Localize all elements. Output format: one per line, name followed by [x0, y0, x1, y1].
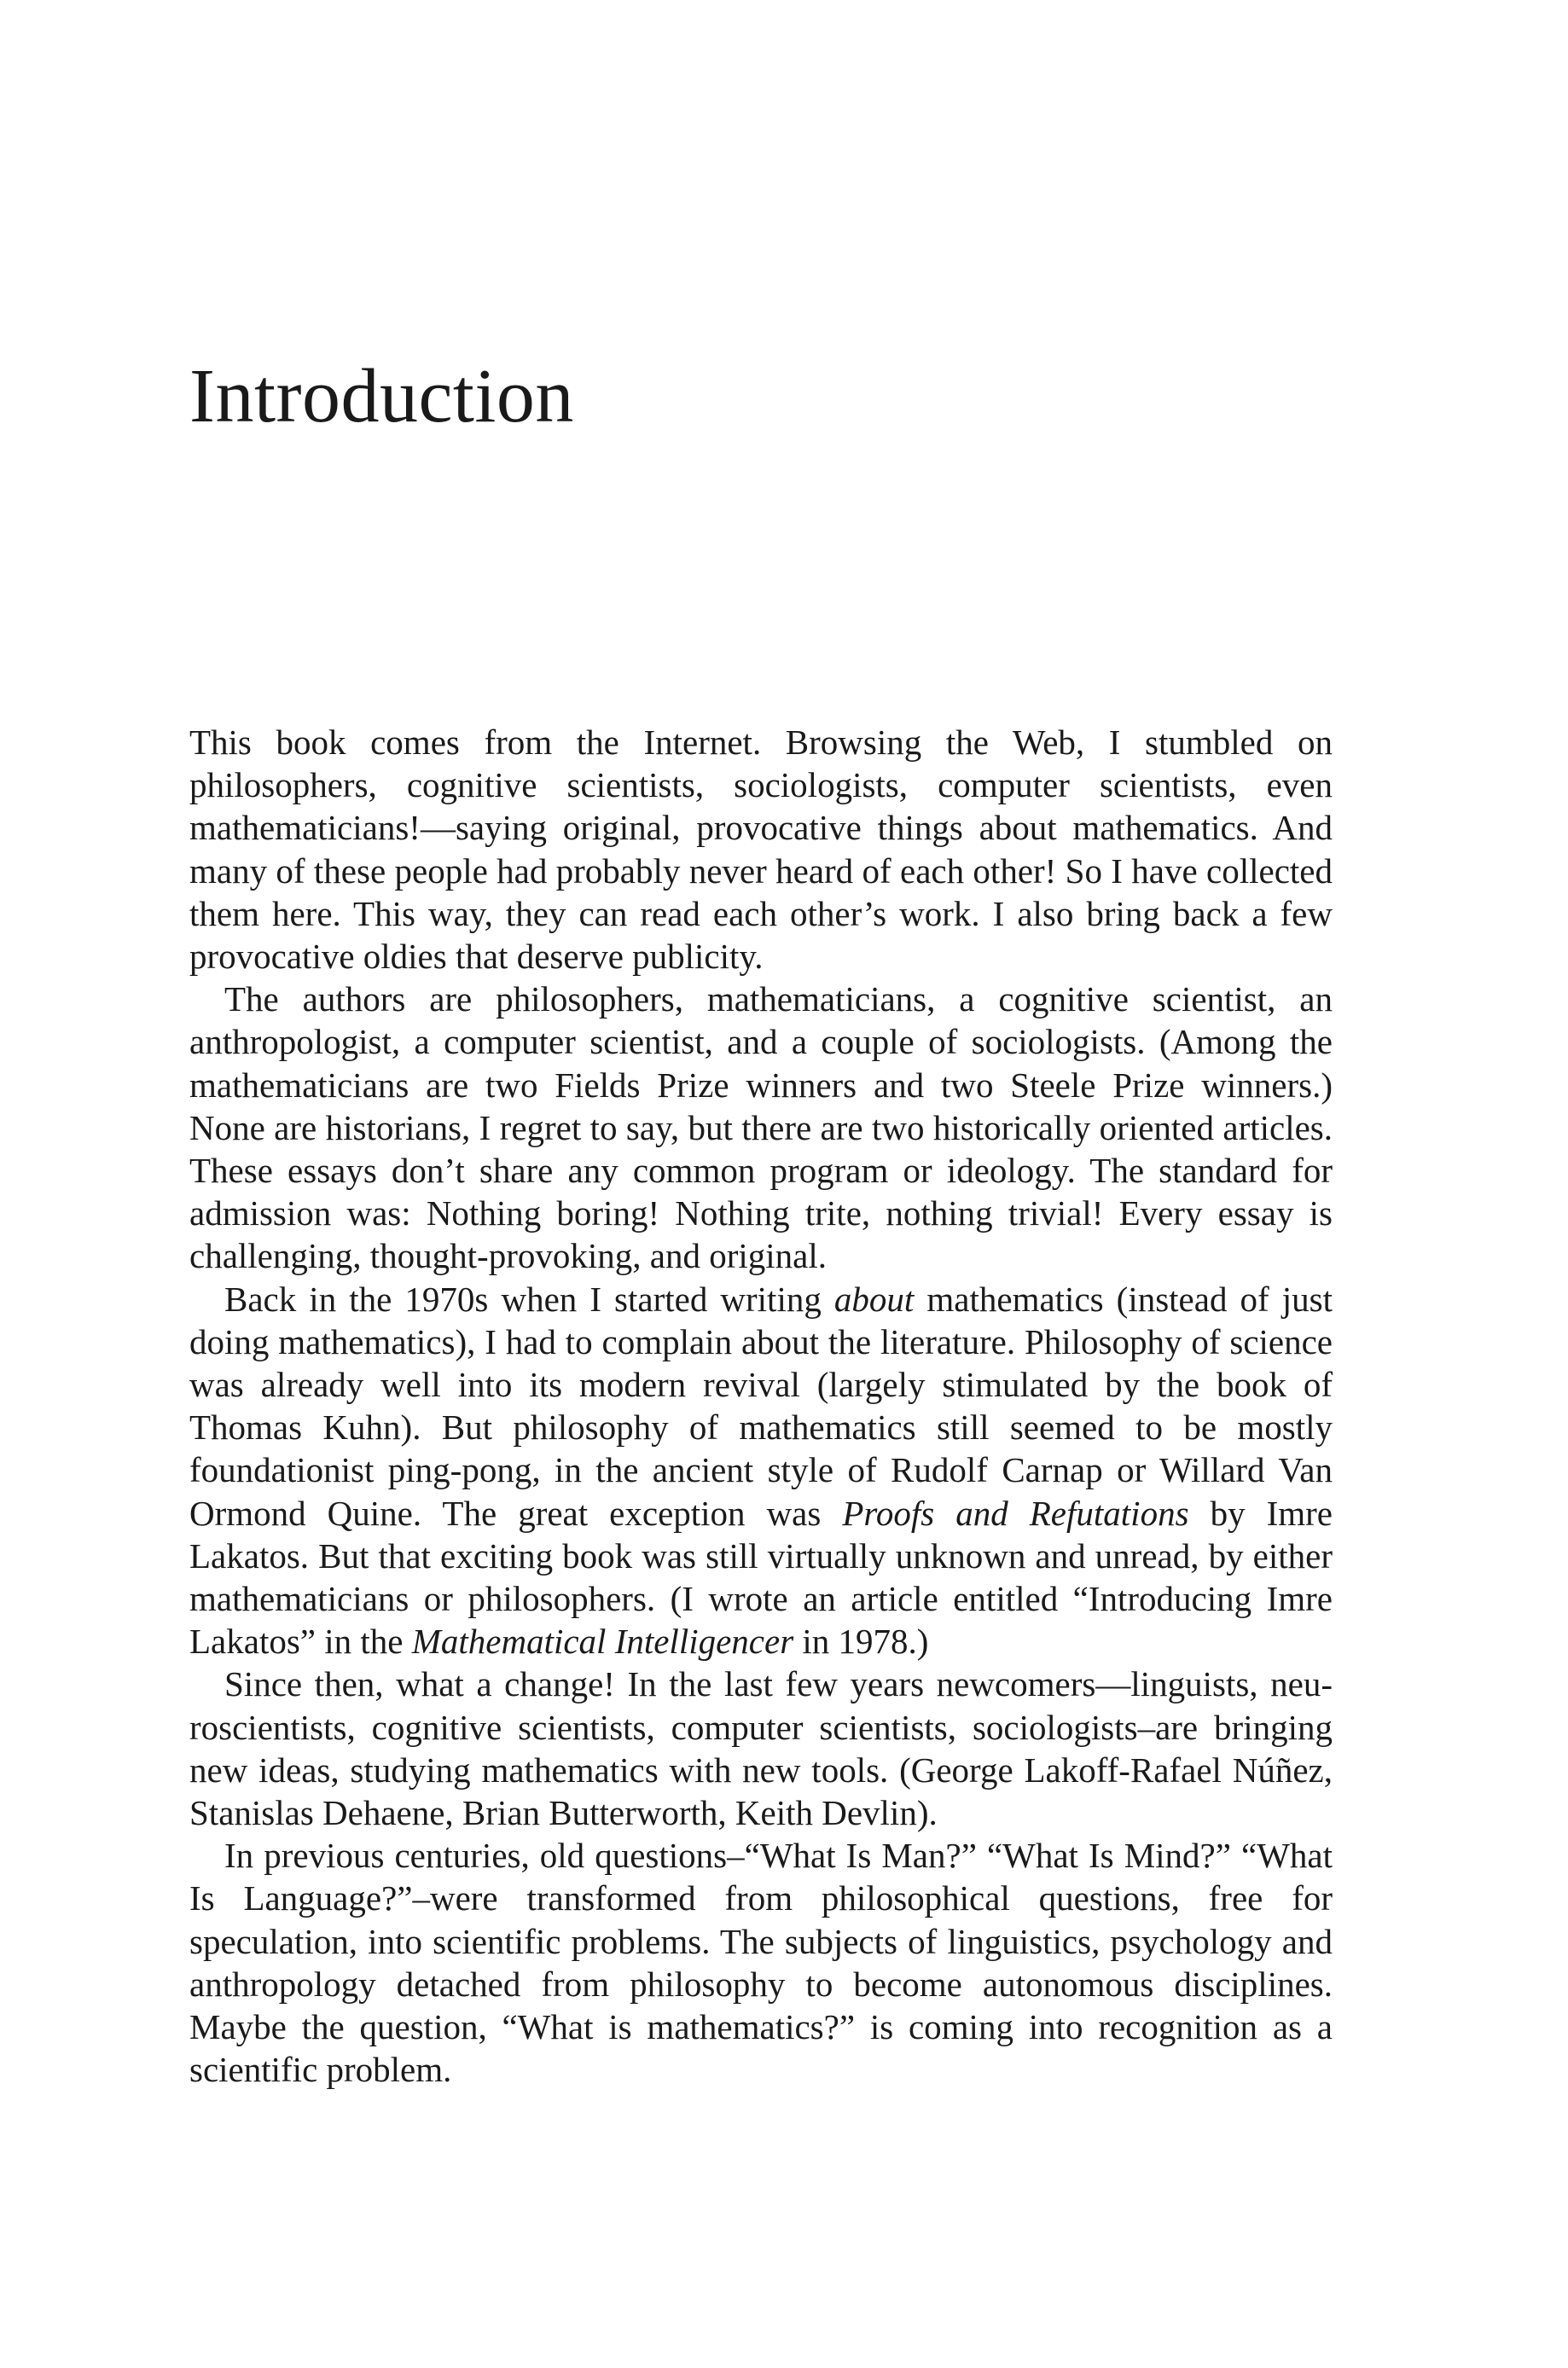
- text-segment: The authors are philosophers, mathematicians, a cognitive scientist, an anthropologist, a computer scientist, and a couple of sociologists. (Among the mathematicians are two Fields Prize winners and two Steele Prize winners.) None are historians, I regret to say, but there are two historically oriented articles. These essays don’t share any common program or ideology. The standard for admission was: Nothing boring! Nothing trite, nothing trivial! Every essay is challenging, thought-provoking, and original.: [189, 979, 1333, 1276]
- emphasis-about: about: [833, 1279, 915, 1319]
- journal-title-mathematical-intelligencer: Mathematical Intelligencer: [411, 1622, 794, 1662]
- text-segment: In previous centuries, old questions–“What Is Man?” “What Is Mind?” “What Is Language?”–were transformed from philosophical questions, free for speculation, into scientific problems. The subjects of linguistics, psychology and anthropology detached from philosophy to become autonomous disciplines. Maybe the question, “What is mathematics?” is coming into recognition as a scientific problem.: [189, 1836, 1333, 2090]
- text-segment: mathematics (instead of just doing mathematics), I had to complain about the literature. Philosophy of science was already well into its modern revival (largely stimulated by the book of Thomas Kuhn). But philosophy of mathematics still seemed to be mostly foundationist ping-pong, in the ancient style of Rudolf Carnap or Willard Van Ormond Quine. The great exception was: [189, 1279, 1333, 1533]
- text-segment: by Imre Lakatos. But that exciting book was still virtually unknown and unread, by either mathematicians or philosophers. (I wrote an article entitled “Introducing Imre Lakatos” in the: [189, 1493, 1333, 1662]
- text-segment: Back in the 1970s when I started writing: [224, 1279, 834, 1319]
- book-title-proofs-and-refutations: Proofs and Refutations: [842, 1493, 1189, 1533]
- paragraph-internet-origin: [189, 721, 1333, 978]
- paragraph-previous-centuries: [189, 1834, 1333, 2091]
- text-segment: This book comes from the Internet. Browsing the Web, I stumbled on philosophers, cognitive scientists, sociologists, computer scientists, even mathematicians!—saying original, provocative things about mathematics. And many of these people had probably never heard of each other! So I have collected them here. This way, they can read each other’s work. I also bring back a few provocative oldies that deserve publicity.: [189, 723, 1333, 977]
- paragraph-1970s-literature: [189, 1278, 1333, 1663]
- chapter-body: [189, 721, 1333, 2092]
- paragraph-newcomers: [189, 1663, 1333, 1834]
- paragraph-authors: [189, 978, 1333, 1277]
- chapter-title: Introduction: [189, 354, 574, 438]
- text-segment: in 1978.): [793, 1622, 929, 1662]
- text-segment: Since then, what a change! In the last few years newcomers—linguists, neuroscientists, cognitive scientists, computer scientists, sociologists–are bringing new ideas, studying mathematics with new tools. (George Lakoff-Rafael Núñez, Stanislas Dehaene, Brian Butterworth, Keith Devlin).: [189, 1664, 1333, 1833]
